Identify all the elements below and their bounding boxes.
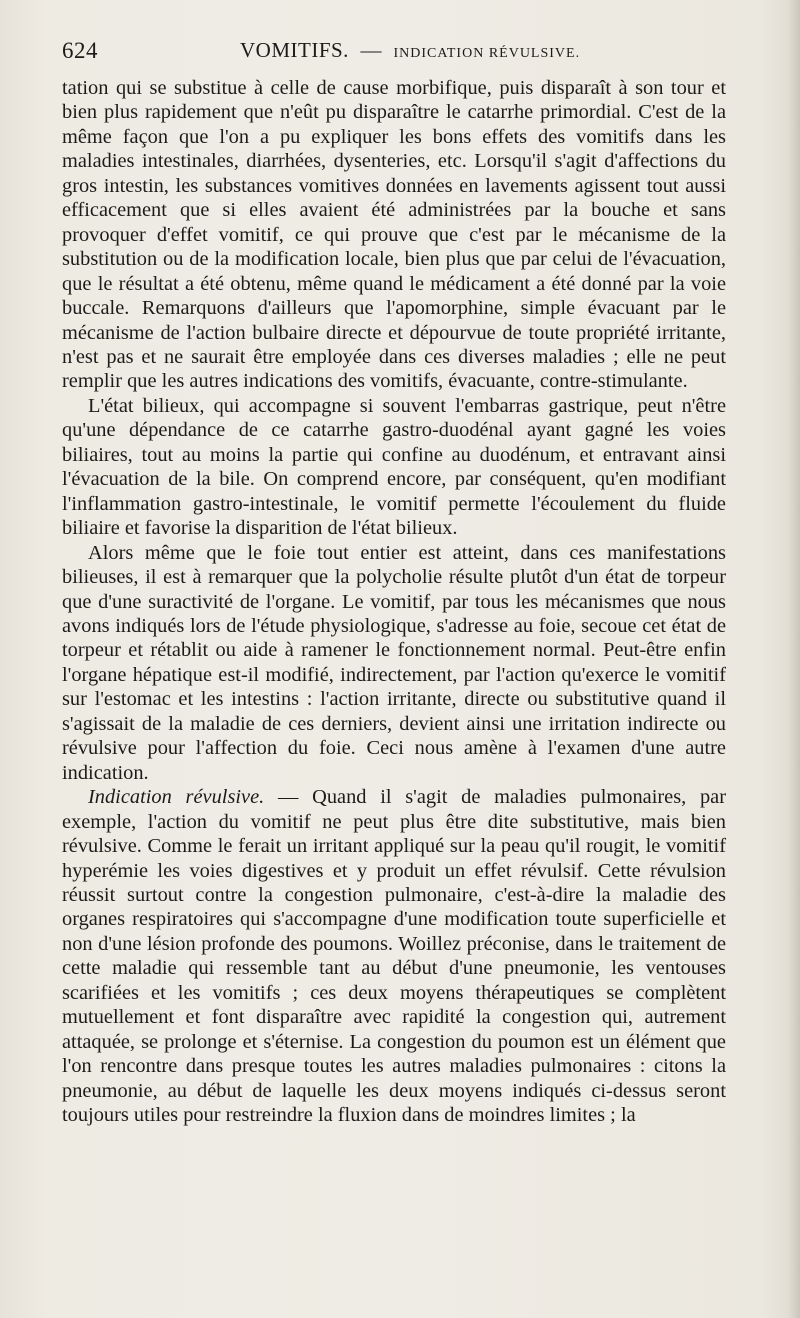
running-title-dash: — [360, 38, 382, 62]
paragraph-1-text: tation qui se substitue à celle de cause morbifique, puis disparaît à son tour et bien plus rapidement que n'eût pu disparaître le catarrhe primordial. C'est de la même façon que l'on a pu expliquer les bons effets des vomitifs dans les maladies intestinales, diarrhées, dysenteries, etc. Lorsqu'il s'agit d'affections du gros intestin, les substances vomitives données en lavements agissent tout aussi efficacement que si elles avaient été administrées par la bouche et sans provoquer d'effet vomitif, ce qui prouve que c'est par le mécanisme de la substitution ou de la modification locale, bien plus que par celui de l'évacuation, que le résultat a été obtenu, même quand le médicament a été donné par la voie buccale. Remarquons d'ailleurs que l'apomorphine, simple évacuant par le mécanisme de l'action bulbaire directe et dépourvue de toute propriété irritante, n'est pas et ne saurait être employée dans ces diverses maladies ; elle ne peut remplir que les autres indications des vomitifs, évacuante, contre-stimulante. [62, 77, 726, 393]
paragraph-2-text: L'état bilieux, qui accompagne si souvent l'embarras gastrique, peut n'être qu'une dépendance de ce catarrhe gastro-duodénal ayant gagné les voies biliaires, tout au moins la partie qui confine au duodénum, et entravant ainsi l'évacuation de la bile. On comprend encore, par conséquent, qu'en modifiant l'inflammation gastro-intestinale, le vomitif permette l'écoulement du fluide biliaire et favorise la disparition de l'état bilieux. [62, 394, 726, 540]
running-title [240, 38, 580, 63]
body-text [62, 76, 726, 1127]
page-number: 624 [62, 38, 98, 63]
paragraph-2 [62, 394, 726, 541]
running-title-main: VOMITIFS. [240, 38, 349, 62]
paragraph-1 [62, 76, 726, 394]
paragraph-3-text: Alors même que le foie tout entier est atteint, dans ces manifestations bilieuses, il est à remarquer que la polycholie résulte plutôt d'un état de torpeur que d'une suractivité de l'organe. Le vomitif, par tous les mécanismes que nous avons indiqués lors de l'étude physiologique, s'adresse au foie, secoue cet état de torpeur et rétablit ou aide à ramener le fonctionnement normal. Peut-être enfin l'organe hépatique est-il modifié, indirectement, par l'action qu'exerce le vomitif sur l'estomac et les intestins : l'action irritante, directe ou substitutive quand il s'agissait de la maladie de ces derniers, devient ainsi une irritation indirecte ou révulsive pour l'affection du foie. Ceci nous amène à l'examen d'une autre indication. [62, 541, 726, 784]
paragraph-4 [62, 785, 726, 1127]
running-title-sub: INDICATION RÉVULSIVE. [393, 46, 581, 61]
section-heading-indication-revulsive: Indication révulsive. [88, 786, 265, 809]
paragraph-3 [62, 541, 726, 786]
paragraph-4-text: — Quand il s'agit de maladies pulmonaires, par exemple, l'action du vomitif ne peut plus être dite substitutive, mais bien révulsive. Comme le ferait un irritant appliqué sur la peau qu'il rougit, le vomitif hyperémie les voies digestives et y produit un effet révulsif. Cette révulsion réussit surtout contre la congestion pulmonaire, c'est-à-dire la maladie des organes respiratoires qui s'accompagne d'une modification toute superficielle et non d'une lésion profonde des poumons. Woillez préconise, dans le traitement de cette maladie qui ressemble tant au début d'une pneumonie, les ventouses scarifiées et les vomitifs ; ces deux moyens thérapeutiques se complètent mutuellement et font disparaître avec rapidité la congestion qui, autrement attaquée, se prolonge et s'éternise. La congestion du poumon est un élément que l'on rencontre dans presque toutes les autres maladies pulmonaires : citons la pneumonie, au début de laquelle les deux moyens indiqués ci-dessus seront toujours utiles pour restreindre la fluxion dans de moindres limites ; la [62, 786, 727, 1127]
page-edge-shadow [788, 0, 800, 1318]
page-header [62, 34, 740, 68]
